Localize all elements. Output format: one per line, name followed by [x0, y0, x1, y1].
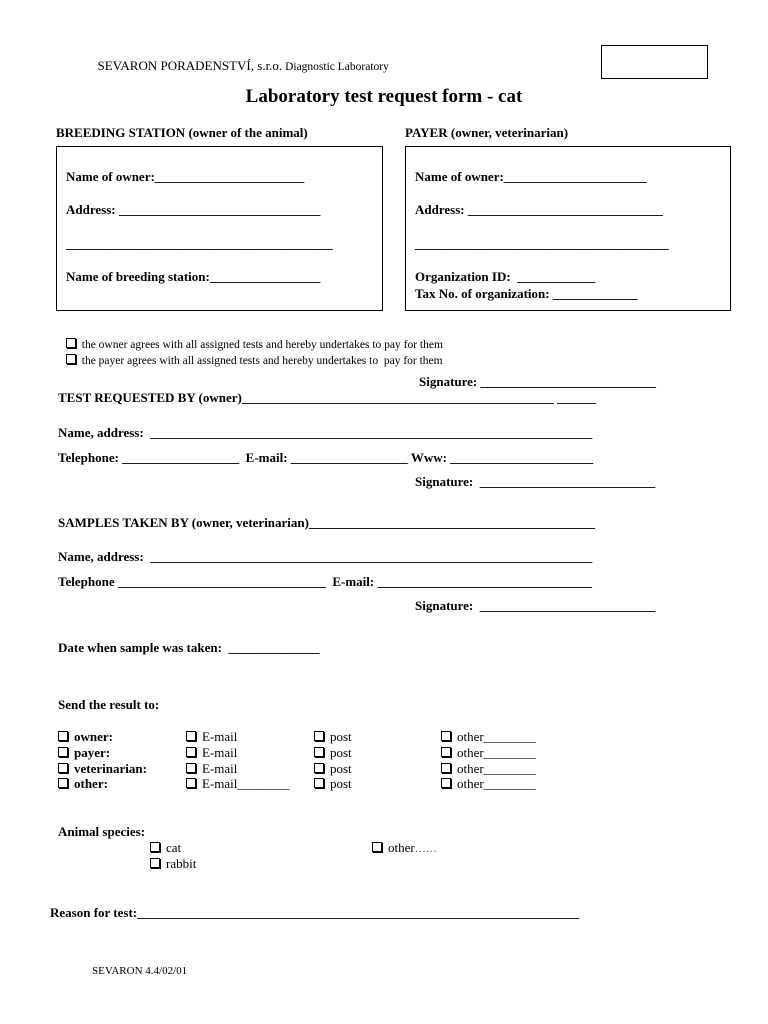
checkbox-icon[interactable]	[441, 778, 451, 788]
species-other-dots: ……	[414, 843, 437, 855]
payer-address-line2[interactable]: _______________________________________	[415, 236, 669, 251]
breeding-station-field[interactable]: Name of breeding station:_________________	[66, 269, 321, 284]
send-option-email[interactable]	[186, 761, 237, 777]
send-who-label: veterinarian:	[74, 761, 147, 776]
send-row-veterinarian[interactable]	[58, 761, 147, 777]
checkbox-icon[interactable]	[314, 731, 324, 741]
send-option-email[interactable]	[186, 776, 289, 792]
requested-signature[interactable]: Signature: ___________________________	[415, 474, 656, 489]
send-who-label: payer:	[74, 745, 111, 760]
checkbox-icon[interactable]	[186, 778, 196, 788]
send-option-email[interactable]	[186, 729, 237, 745]
breeding-heading: BREEDING STATION (owner of the animal)	[56, 125, 308, 140]
reference-box[interactable]	[601, 45, 708, 79]
checkbox-icon[interactable]	[441, 763, 451, 773]
post-label: post	[330, 776, 352, 791]
requested-by-heading: TEST REQUESTED BY (owner)________________________________________________ ______	[58, 390, 597, 405]
breeding-box	[56, 146, 383, 311]
company-name	[91, 42, 389, 74]
checkbox-icon[interactable]	[372, 842, 382, 852]
email-label: E-mail	[202, 729, 238, 744]
reason-field[interactable]: Reason for test:____________________________________________________________________	[50, 905, 580, 920]
payer-tax-no-field[interactable]: Tax No. of organization: _____________	[415, 286, 638, 301]
other-label: other________	[457, 776, 536, 791]
checkbox-icon[interactable]	[186, 731, 196, 741]
company-suffix: s.r.o.	[254, 58, 283, 73]
send-result-heading: Send the result to:	[58, 697, 160, 712]
species-rabbit[interactable]	[150, 856, 196, 872]
send-option-other[interactable]	[441, 745, 536, 761]
document-code: SEVARON 4.4/02/01	[92, 965, 188, 977]
sample-date-field[interactable]: Date when sample was taken: ______________	[58, 640, 320, 655]
post-label: post	[330, 729, 352, 744]
email-label: E-mail	[202, 745, 238, 760]
send-row-payer[interactable]	[58, 745, 110, 761]
samples-name-address[interactable]: Name, address: ____________________________________________________________________	[58, 549, 593, 564]
species-cat-label: cat	[166, 840, 182, 855]
company-tail: Diagnostic Laboratory	[282, 61, 389, 73]
checkbox-icon[interactable]	[58, 778, 68, 788]
payer-owner-field[interactable]: Name of owner:______________________	[415, 169, 647, 184]
samples-by-heading: SAMPLES TAKEN BY (owner, veterinarian)____________________________________________	[58, 515, 595, 530]
payer-box	[405, 146, 731, 311]
send-who-label: owner:	[74, 729, 113, 744]
checkbox-icon[interactable]	[314, 763, 324, 773]
species-other-label: other	[388, 840, 415, 855]
requested-name-address[interactable]: Name, address: ____________________________________________________________________	[58, 425, 593, 440]
email-label: E-mail	[202, 761, 238, 776]
checkbox-icon[interactable]	[58, 731, 68, 741]
requested-contacts[interactable]: Telephone: __________________ E-mail: __________________ Www: ______________________	[58, 450, 594, 465]
breeding-owner-field[interactable]: Name of owner:_______________________	[66, 169, 305, 184]
owner-agreement-label: the owner agrees with all assigned tests and hereby undertakes to pay for them	[81, 339, 443, 351]
send-row-other[interactable]	[58, 776, 108, 792]
post-label: post	[330, 761, 352, 776]
send-option-other[interactable]	[441, 776, 536, 792]
breeding-address-line2[interactable]: _________________________________________	[66, 236, 333, 251]
breeding-address-field[interactable]: Address: _______________________________	[66, 202, 321, 217]
payer-heading: PAYER (owner, veterinarian)	[405, 125, 569, 140]
send-option-other[interactable]	[441, 761, 536, 777]
species-heading: Animal species:	[58, 824, 146, 839]
samples-contacts[interactable]: Telephone ________________________________ E-mail: _________________________________	[58, 574, 592, 589]
checkbox-icon[interactable]	[58, 747, 68, 757]
payer-agreement-label: the payer agrees with all assigned tests and hereby undertakes to pay for them	[81, 355, 443, 367]
payer-org-id-field[interactable]: Organization ID: ____________	[415, 269, 596, 284]
species-cat[interactable]	[150, 840, 181, 856]
checkbox-icon[interactable]	[150, 842, 160, 852]
checkbox-icon[interactable]	[186, 747, 196, 757]
checkbox-icon[interactable]	[186, 763, 196, 773]
other-label: other________	[457, 729, 536, 744]
send-option-other[interactable]	[441, 729, 536, 745]
payer-agreement[interactable]	[60, 342, 443, 367]
send-option-post[interactable]	[314, 776, 352, 792]
checkbox-icon[interactable]	[441, 747, 451, 757]
species-rabbit-label: rabbit	[166, 856, 197, 871]
other-label: other________	[457, 761, 536, 776]
send-option-post[interactable]	[314, 761, 352, 777]
other-label: other________	[457, 745, 536, 760]
send-option-post[interactable]	[314, 745, 352, 761]
send-option-post[interactable]	[314, 729, 352, 745]
checkbox-icon[interactable]	[66, 354, 76, 364]
signature-1[interactable]: Signature: ___________________________	[419, 374, 657, 389]
samples-signature[interactable]: Signature: ___________________________	[415, 598, 656, 613]
payer-address-field[interactable]: Address: ______________________________	[415, 202, 663, 217]
checkbox-icon[interactable]	[314, 778, 324, 788]
checkbox-icon[interactable]	[314, 747, 324, 757]
send-row-owner[interactable]	[58, 729, 113, 745]
email-label: E-mail________	[202, 776, 290, 791]
post-label: post	[330, 745, 352, 760]
page-title: Laboratory test request form - cat	[245, 86, 523, 107]
checkbox-icon[interactable]	[441, 731, 451, 741]
checkbox-icon[interactable]	[150, 858, 160, 868]
company-name-main: SEVARON PORADENSTVÍ,	[97, 58, 255, 73]
species-other[interactable]	[372, 840, 437, 856]
send-who-label: other:	[74, 776, 108, 791]
checkbox-icon[interactable]	[58, 763, 68, 773]
send-option-email[interactable]	[186, 745, 237, 761]
